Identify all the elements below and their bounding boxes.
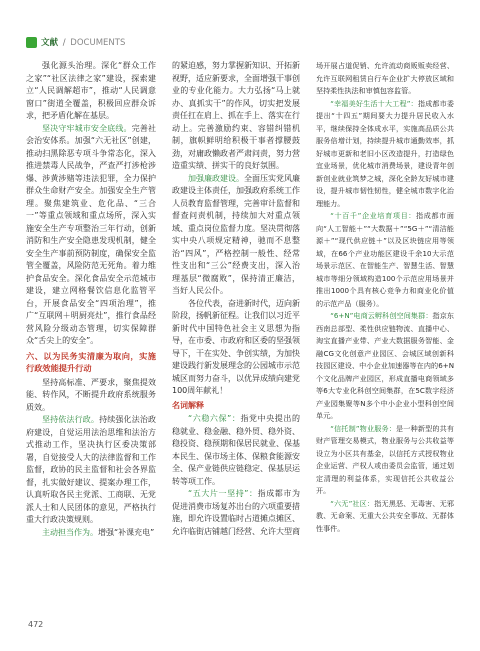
section-header — [41, 36, 125, 48]
paragraph-text: 各位代表，奋进新时代，迈向新阶段，扬帆新征程。让我们以习近平新时代中国特色社会主义思想为指导，在市委、市政府和区委的坚强领导下，干在实处、争创实绩，为加快建设践行新发展理念的公园城市示范城区而努力奋斗，以优异成绩向建党100周年献礼！ — [172, 298, 300, 395]
paragraph-text: 的紧迫感，努力掌握新知识、开拓新视野，适应新要求，全面增强干事创业的专业化能力。大力弘扬“马上就办、真抓实干”的作风，切实把发展责任扛在肩上、抓在手上、落实在行动上。完善激励约束、容错纠错机制，旗帜鲜明给积极干事者撑腰鼓劲，对庸政懒政者严肃问责，努力营造重实绩、拼实干的良好氛围。 — [172, 61, 300, 170]
paragraph — [172, 298, 300, 398]
section-name: 文献 — [41, 38, 59, 48]
paragraph-text: 增强“补课充电” — [98, 527, 155, 537]
paragraph-lead: 主动担当作为。 — [42, 527, 98, 537]
page-number: 472 — [28, 620, 44, 629]
paragraph — [316, 498, 454, 536]
paragraph-lead: 坚决守牢城市安全底线。 — [42, 123, 132, 133]
paragraph — [316, 423, 454, 498]
section-separator: / — [62, 38, 66, 48]
text-column-1 — [26, 60, 156, 632]
paragraph-lead: 加强廉政建设。 — [188, 173, 244, 183]
paragraph — [26, 123, 156, 348]
paragraph — [316, 60, 454, 98]
paragraph-lead: “六稳六保”： — [188, 414, 241, 423]
section-heading: 六、以为民务实清廉为取向，实施行政效能提升行动 — [26, 350, 156, 373]
paragraph — [316, 310, 454, 423]
paragraph-text: 强化源头治理。深化“群众工作之家”“社区法律之家”建设，探索建立“人民调解超市”，推动“人民调意窗口”街道全覆盖，积极回应群众诉求，把矛盾化解在基层。 — [26, 61, 156, 120]
paragraph-lead: “信托制”物业服务： — [330, 423, 397, 433]
paragraph-lead: “十百千”企业培育项目： — [330, 211, 417, 220]
paragraph-lead: “五大片一坚持”： — [188, 489, 258, 498]
paragraph — [172, 413, 300, 488]
paragraph — [316, 98, 454, 211]
paragraph — [26, 60, 156, 123]
paragraph-text: 坚持高标准、严要求，聚焦提效能、转作风，不断提升政府系统服务质效。 — [26, 377, 156, 412]
paragraph-lead: 坚持依法行政。 — [42, 415, 100, 424]
paragraph-lead: “幸福美好生活十大工程”： — [330, 98, 418, 108]
section-logo-icon — [26, 37, 37, 48]
paragraph-lead: “6+N”电商云孵科创空间集群： — [330, 311, 433, 320]
paragraph-lead: “六无”社区： — [330, 498, 375, 508]
paragraph-text: 指无黑恶、无毒害、无邪教、无命案、无重大公共安全事故、无群体性事件。 — [316, 498, 454, 533]
paragraph-text: 指成都市为促进消费市场复苏出台的六项重要措施，即允许设置临时占道摊点摊区、允许临街店铺越门经营、允许大型商 — [172, 489, 300, 536]
paragraph — [172, 173, 300, 298]
paragraph-text: 完善社会治安体系。加强“六无社区”创建，推动扫黑除恶专项斗争常态化，深入推进禁毒人民战争，严查严打涉枪涉爆、涉黄涉赌等违法犯罪，全力保护群众生命财产安全。加强安全生产管理。聚焦建筑业、危化品、“三合一”等重点领域和重点场所，深入实施安全生产专项整治三年行动，创新消防和生产安全隐患发现机制，健全安全生产事前预防制度，确保安全监管全覆盖，风险防范无死角。着力维护食品安全。深化食品安全示范城市建设，建立网格餐饮信息化监管平台，开展食品安全“四项治理”，推广“互联网＋明厨亮灶”，推行食品经营风险分级动态管理，切实保障群众“舌尖上的安全”。 — [26, 123, 156, 345]
glossary-title: 名词解释 — [172, 400, 204, 410]
paragraph-text: 指成都市面向“人工智能＋”“大数据＋”“5G＋”“清洁能源＋”“现代供应链＋”以及区块链应用等领域，在66个产业功能区建设千余10大示范场景示范区、在智能生产、智慧生活、智慧城市等细分领域构造100个示范应用场景并推出1000个具有核心竞争力和商业化价值的示范产品（服务）。 — [316, 211, 454, 308]
text-column-2 — [172, 60, 300, 632]
paragraph-text: 是一种新型的共有财产管理交易模式，物业服务与公共收益等设立为小区共有基金，以信托方式授权物业企业运营、产权人或由委员会监管，通过划定清理的利益体系，实现信托公共收益公开。 — [316, 423, 454, 495]
paragraph-text: 持续强化法治政府建设，自觉运用法治思维和法治方式推动工作，坚决执行区委决策部署，自觉接受人大的法律监督和工作监督，政协的民主监督和社会各界监督，扎实做好建议、提案办理工作，认真听取各民主党派、工商联、无党派人士和人民团体的意见，严格执行重大行政决策规则。 — [26, 415, 156, 524]
section-name-en: DOCUMENTS — [70, 38, 126, 48]
paragraph-text: 全面压实党风廉政建设主体责任，加强政府系统工作人员教育监督管理，完善审计监督和督查问责机制，持续加大对重点领域、重点岗位监督力度。坚决贯彻落实中央八项规定精神，驰而不息整治“四风”，严格控制一般性、经常性支出和“三公”经费支出，深入治理基层“微腐败”，保持清正廉洁，当好人民公仆。 — [172, 173, 300, 295]
text-column-3 — [316, 60, 454, 632]
paragraph — [26, 414, 156, 527]
paragraph-text: 场开展占道促销、允许流动商贩贩卖经营、允许互联网租赁自行车企业扩大停放区域和坚持柔性执法和审慎包容监管。 — [316, 61, 454, 95]
paragraph — [172, 60, 300, 173]
paragraph-text: 指成都市委提出“十四五”期间要大力提升居民收入水平，继续保持全体成水平，实施高品质公共服务倍增计划，持续提升城市通勤效率，抓好城市更新和老旧小区改造提升，打造绿色宜业场景，优化城市消费场景，建设青年创新创业就业筑梦之城，深化全龄友好城市建设，提升城市韧性韧性，健全城市数字化治理能力。 — [316, 98, 454, 208]
paragraph — [26, 377, 156, 415]
paragraph-text: 指京东西南总部型、柔性供应链物流、直播中心、淘宝直播产业带、产业大数据服务智能、金融CG文化创意产业园区、会城区域创新科技园区建设、中小企业加速器等在内的6+N个文化品牌产业园区，形成直播电商领域多等6大专业化科创空间集群，在5C数字经济产业园集聚等N多个中小企业小型科创空间单元。 — [316, 311, 454, 420]
paragraph — [26, 527, 156, 540]
paragraph — [172, 488, 300, 538]
paragraph-text: 指党中央提出的稳就业、稳金融、稳外贸、稳外资、稳投资、稳预期和保居民就业、保基本民生、保市场主体、保粮食能源安全、保产业链供应链稳定、保基层运转等项工作。 — [172, 414, 300, 486]
paragraph — [316, 210, 454, 310]
